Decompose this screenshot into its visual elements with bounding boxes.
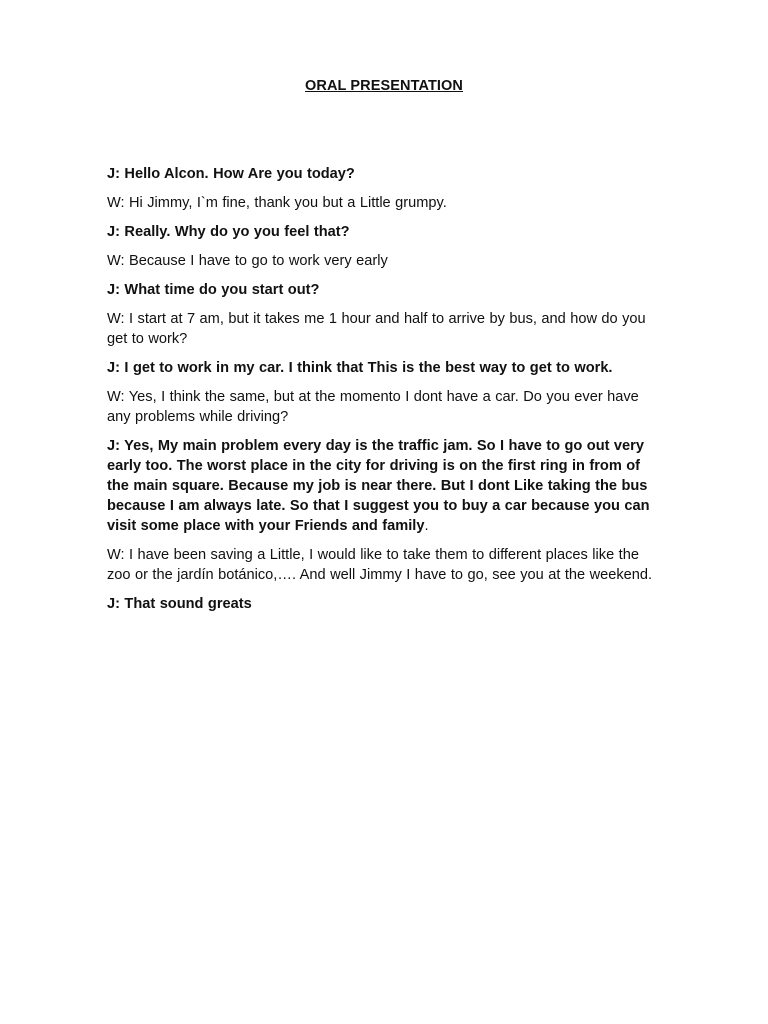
dialogue-line-j-6: J: That sound greats bbox=[107, 596, 252, 612]
dialogue-line-j-3: J: What time do you start out? bbox=[107, 282, 320, 298]
dialogue-line-j-5 bbox=[107, 436, 657, 536]
dialogue-line-w-1: W: Hi Jimmy, I`m fine, thank you but a Little grumpy. bbox=[107, 195, 447, 211]
dialogue-line-j-5-text: J: Yes, My main problem every day is the traffic jam. So I have to go out very early too. The worst place in the city for driving is on the first ring in from of the main square. Because my job is near there. But I dont Like taking the bus because I am always late. So that I suggest you to buy a car because you can visit some place with your Friends and family bbox=[107, 438, 650, 534]
dialogue-line-j-2: J: Really. Why do yo you feel that? bbox=[107, 224, 350, 240]
dialogue-line-j-5-period: . bbox=[424, 518, 429, 534]
dialogue-line-j-4: J: I get to work in my car. I think that This is the best way to get to work. bbox=[107, 360, 613, 376]
dialogue-line-w-4: W: Yes, I think the same, but at the momento I dont have a car. Do you ever have any problems while driving? bbox=[107, 389, 639, 425]
dialogue-line-w-3: W: I start at 7 am, but it takes me 1 hour and half to arrive by bus, and how do you get to work? bbox=[107, 311, 646, 347]
dialogue-line-j-1: J: Hello Alcon. How Are you today? bbox=[107, 166, 355, 182]
dialogue-line-w-5: W: I have been saving a Little, I would like to take them to different places like the zoo or the jardín botánico,…. And well Jimmy I have to go, see you at the weekend. bbox=[107, 547, 653, 583]
page-title: ORAL PRESENTATION bbox=[305, 78, 463, 94]
dialogue-line-w-2: W: Because I have to go to work very early bbox=[107, 253, 388, 269]
dialogue-body bbox=[107, 164, 657, 623]
